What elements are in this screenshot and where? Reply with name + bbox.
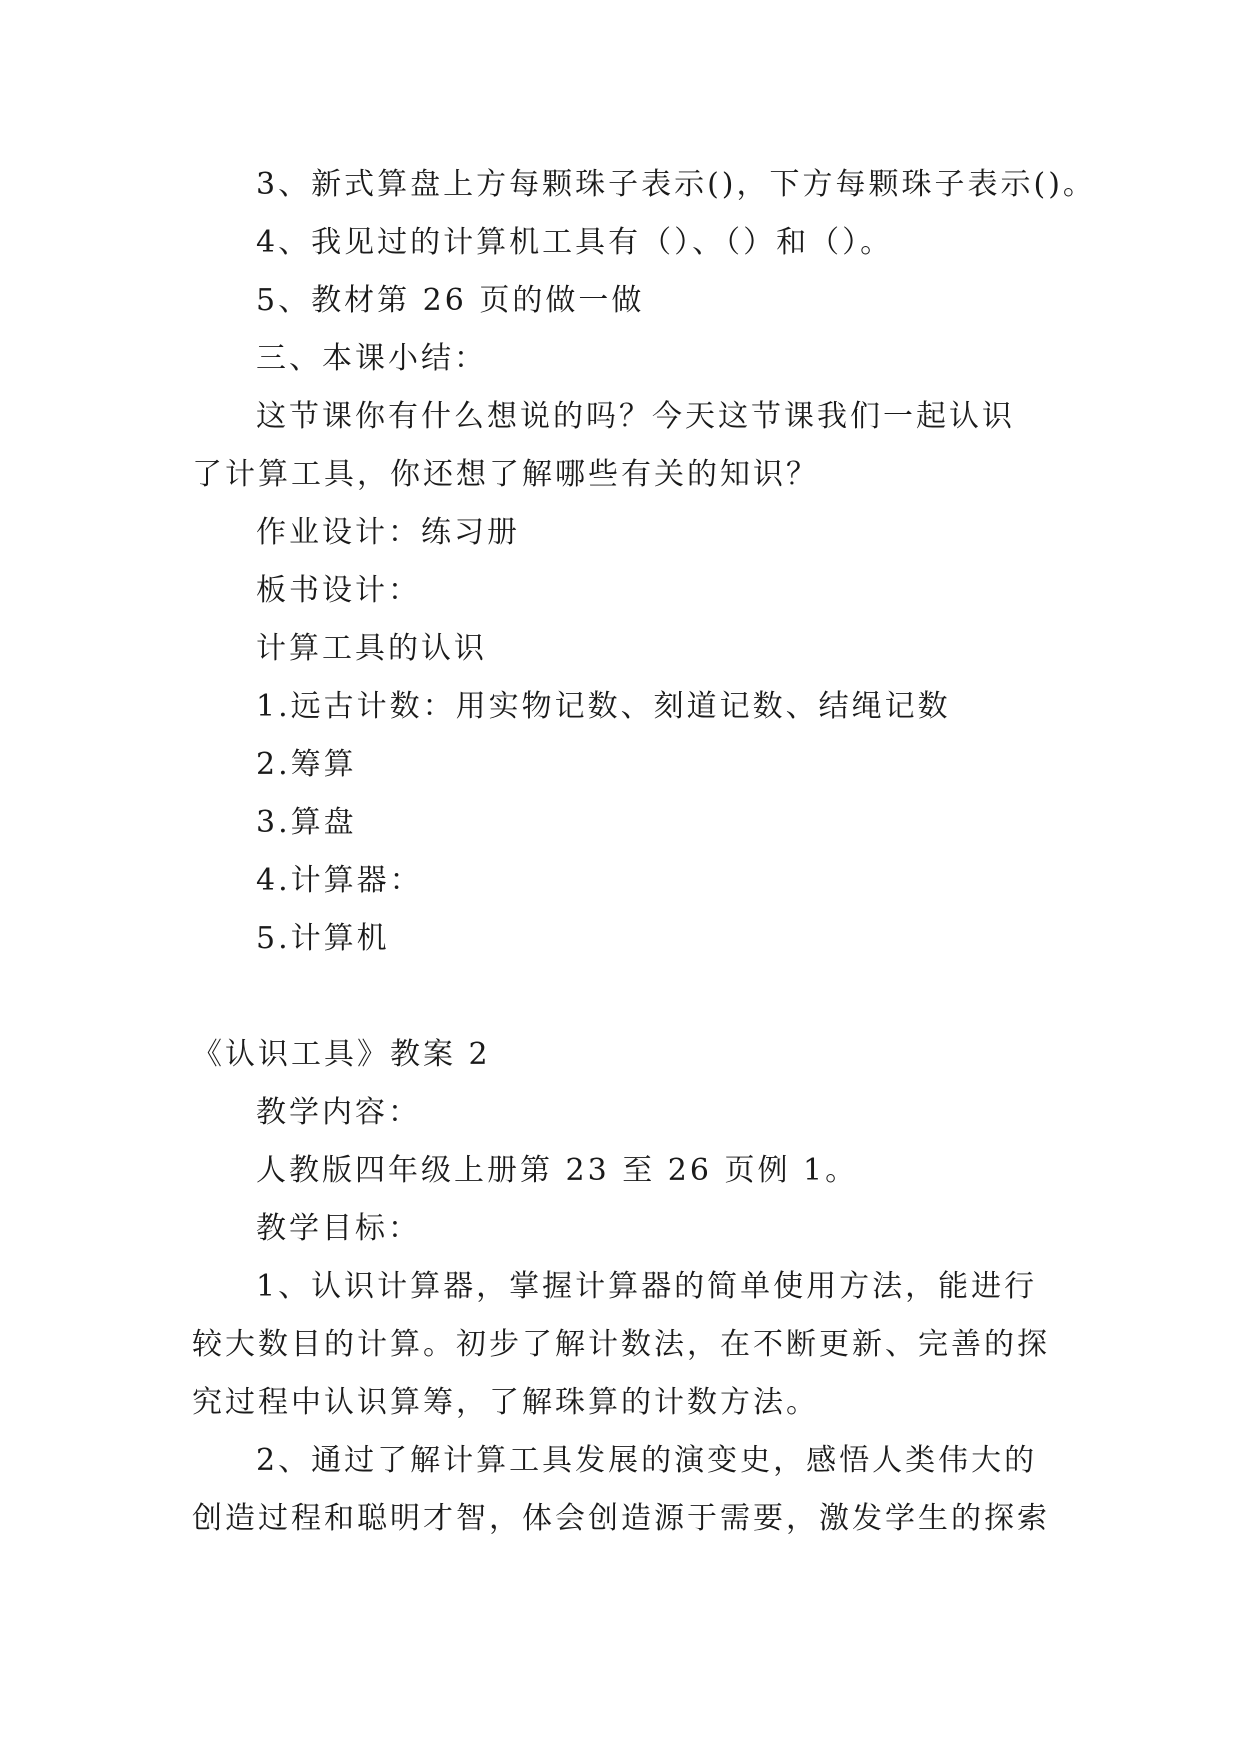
- list-item: 3.算盘: [256, 805, 357, 840]
- list-item: 4.计算器：: [256, 863, 423, 898]
- text-line: 较大数目的计算。初步了解计数法，在不断更新、完善的探: [192, 1327, 1050, 1362]
- text-line: 计算工具的认识: [256, 631, 487, 666]
- list-item: 2.筹算: [256, 747, 357, 782]
- text-line: 人教版四年级上册第 23 至 26 页例 1。: [256, 1153, 859, 1188]
- list-item: 1.远古计数：用实物记数、刻道记数、结绳记数: [256, 689, 951, 724]
- text-line: 4、我见过的计算机工具有（）、（）和（）。: [256, 225, 894, 260]
- text-line: 板书设计：: [256, 573, 421, 608]
- text-line: 作业设计：练习册: [256, 515, 520, 550]
- section-heading: 教学内容：: [256, 1095, 421, 1130]
- text-line: 1、认识计算器，掌握计算器的简单使用方法，能进行: [256, 1269, 1038, 1304]
- text-line: 这节课你有什么想说的吗？今天这节课我们一起认识: [256, 399, 1015, 434]
- text-line: 3、新式算盘上方每颗珠子表示()，下方每颗珠子表示()。: [256, 167, 1096, 202]
- section-heading: 三、本课小结：: [256, 341, 487, 376]
- text-line: 2、通过了解计算工具发展的演变史，感悟人类伟大的: [256, 1443, 1038, 1478]
- document-title: 《认识工具》教案 2: [192, 1037, 491, 1072]
- section-heading: 教学目标：: [256, 1211, 421, 1246]
- text-line: 了计算工具，你还想了解哪些有关的知识？: [192, 457, 819, 492]
- text-line: 5、教材第 26 页的做一做: [256, 283, 645, 318]
- text-line: 究过程中认识算筹，了解珠算的计数方法。: [192, 1385, 819, 1420]
- list-item: 5.计算机: [256, 921, 390, 956]
- text-line: 创造过程和聪明才智，体会创造源于需要，激发学生的探索: [192, 1501, 1050, 1536]
